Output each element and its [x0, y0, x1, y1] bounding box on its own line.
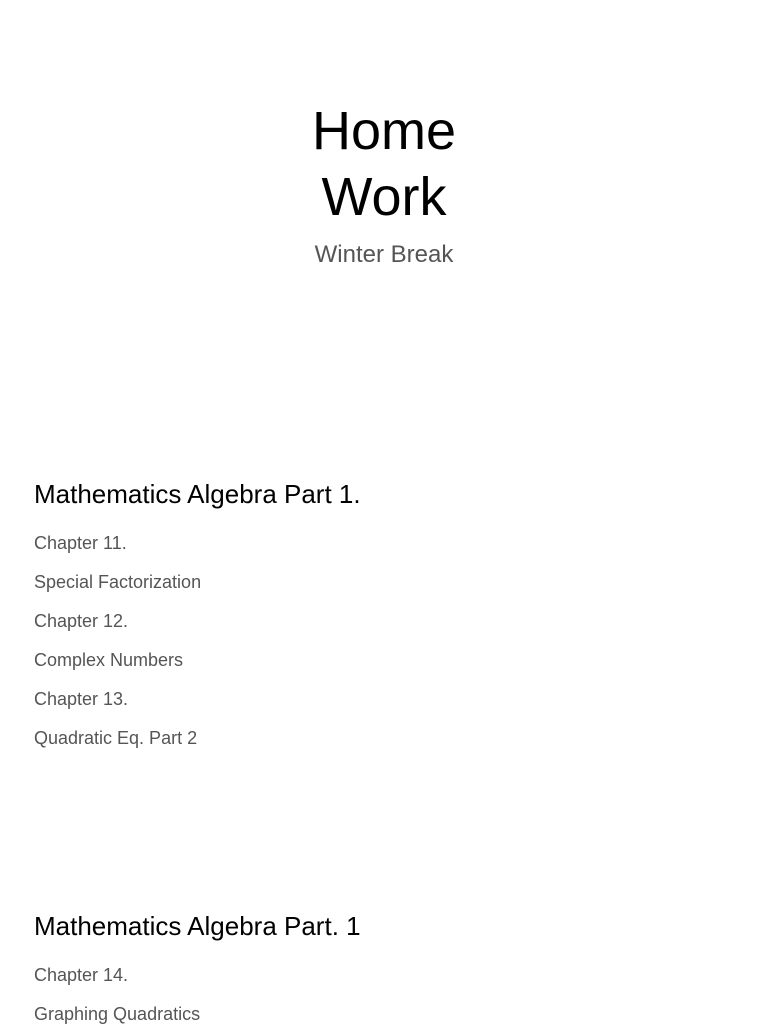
section-heading: Mathematics Algebra Part. 1	[34, 911, 361, 941]
page-subtitle: Winter Break	[314, 241, 454, 268]
title-line-2: Work	[321, 167, 447, 227]
list-item: Chapter 11.	[34, 533, 127, 553]
section-algebra-part-1-continued	[34, 910, 734, 1024]
list-item: Complex Numbers	[34, 650, 184, 670]
section-heading: Mathematics Algebra Part 1.	[34, 479, 361, 509]
list-item: Special Factorization	[34, 572, 202, 592]
list-item: Chapter 14.	[34, 965, 129, 985]
section-algebra-part-1	[34, 478, 734, 766]
page-title	[0, 98, 768, 230]
list-item: Chapter 12.	[34, 611, 129, 631]
list-item: Chapter 13.	[34, 689, 129, 709]
list-item: Quadratic Eq. Part 2	[34, 728, 198, 748]
list-item: Graphing Quadratics	[34, 1004, 201, 1024]
title-line-1: Home	[311, 101, 457, 161]
